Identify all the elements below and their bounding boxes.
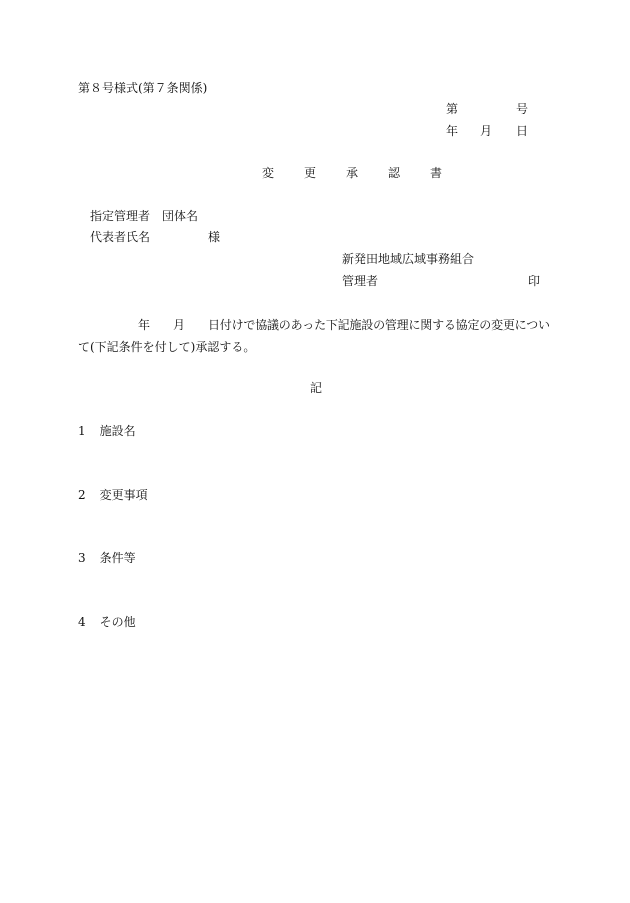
ki-heading: 記 — [310, 381, 323, 395]
item-label: その他 — [99, 615, 136, 629]
list-item-2 — [78, 487, 148, 503]
item-label: 条件等 — [99, 551, 136, 565]
item-label: 変更事項 — [99, 488, 148, 502]
date-month: 月 — [480, 124, 493, 138]
recipient-organization: 指定管理者 団体名 — [90, 209, 199, 223]
list-item-1 — [78, 423, 136, 439]
number-dai: 第 — [446, 102, 459, 116]
body-text-line1: 日付けで協議のあった下記施設の管理に関する協定の変更につい — [208, 318, 550, 332]
item-number: 1 — [78, 424, 86, 438]
body-year: 年 — [138, 318, 151, 332]
date-day: 日 — [516, 124, 529, 138]
recipient-representative-label: 代表者氏名 — [90, 230, 151, 244]
body-text-line2: て(下記条件を付して)承認する。 — [78, 340, 256, 354]
item-number: 4 — [78, 615, 86, 629]
document-title: 変 更 承 認 書 — [262, 166, 452, 180]
list-item-3 — [78, 550, 136, 566]
item-number: 3 — [78, 551, 86, 565]
issuer-seal: 印 — [528, 274, 541, 288]
issuer-organization: 新発田地域広域事務組合 — [342, 252, 475, 266]
issuer-manager-label: 管理者 — [342, 274, 379, 288]
item-label: 施設名 — [99, 424, 136, 438]
date-year: 年 — [446, 124, 459, 138]
recipient-sama: 様 — [208, 230, 221, 244]
item-number: 2 — [78, 488, 86, 502]
body-month: 月 — [173, 318, 186, 332]
number-go: 号 — [516, 102, 529, 116]
list-item-4 — [78, 614, 136, 630]
form-header: 第８号様式(第７条関係) — [78, 81, 208, 95]
